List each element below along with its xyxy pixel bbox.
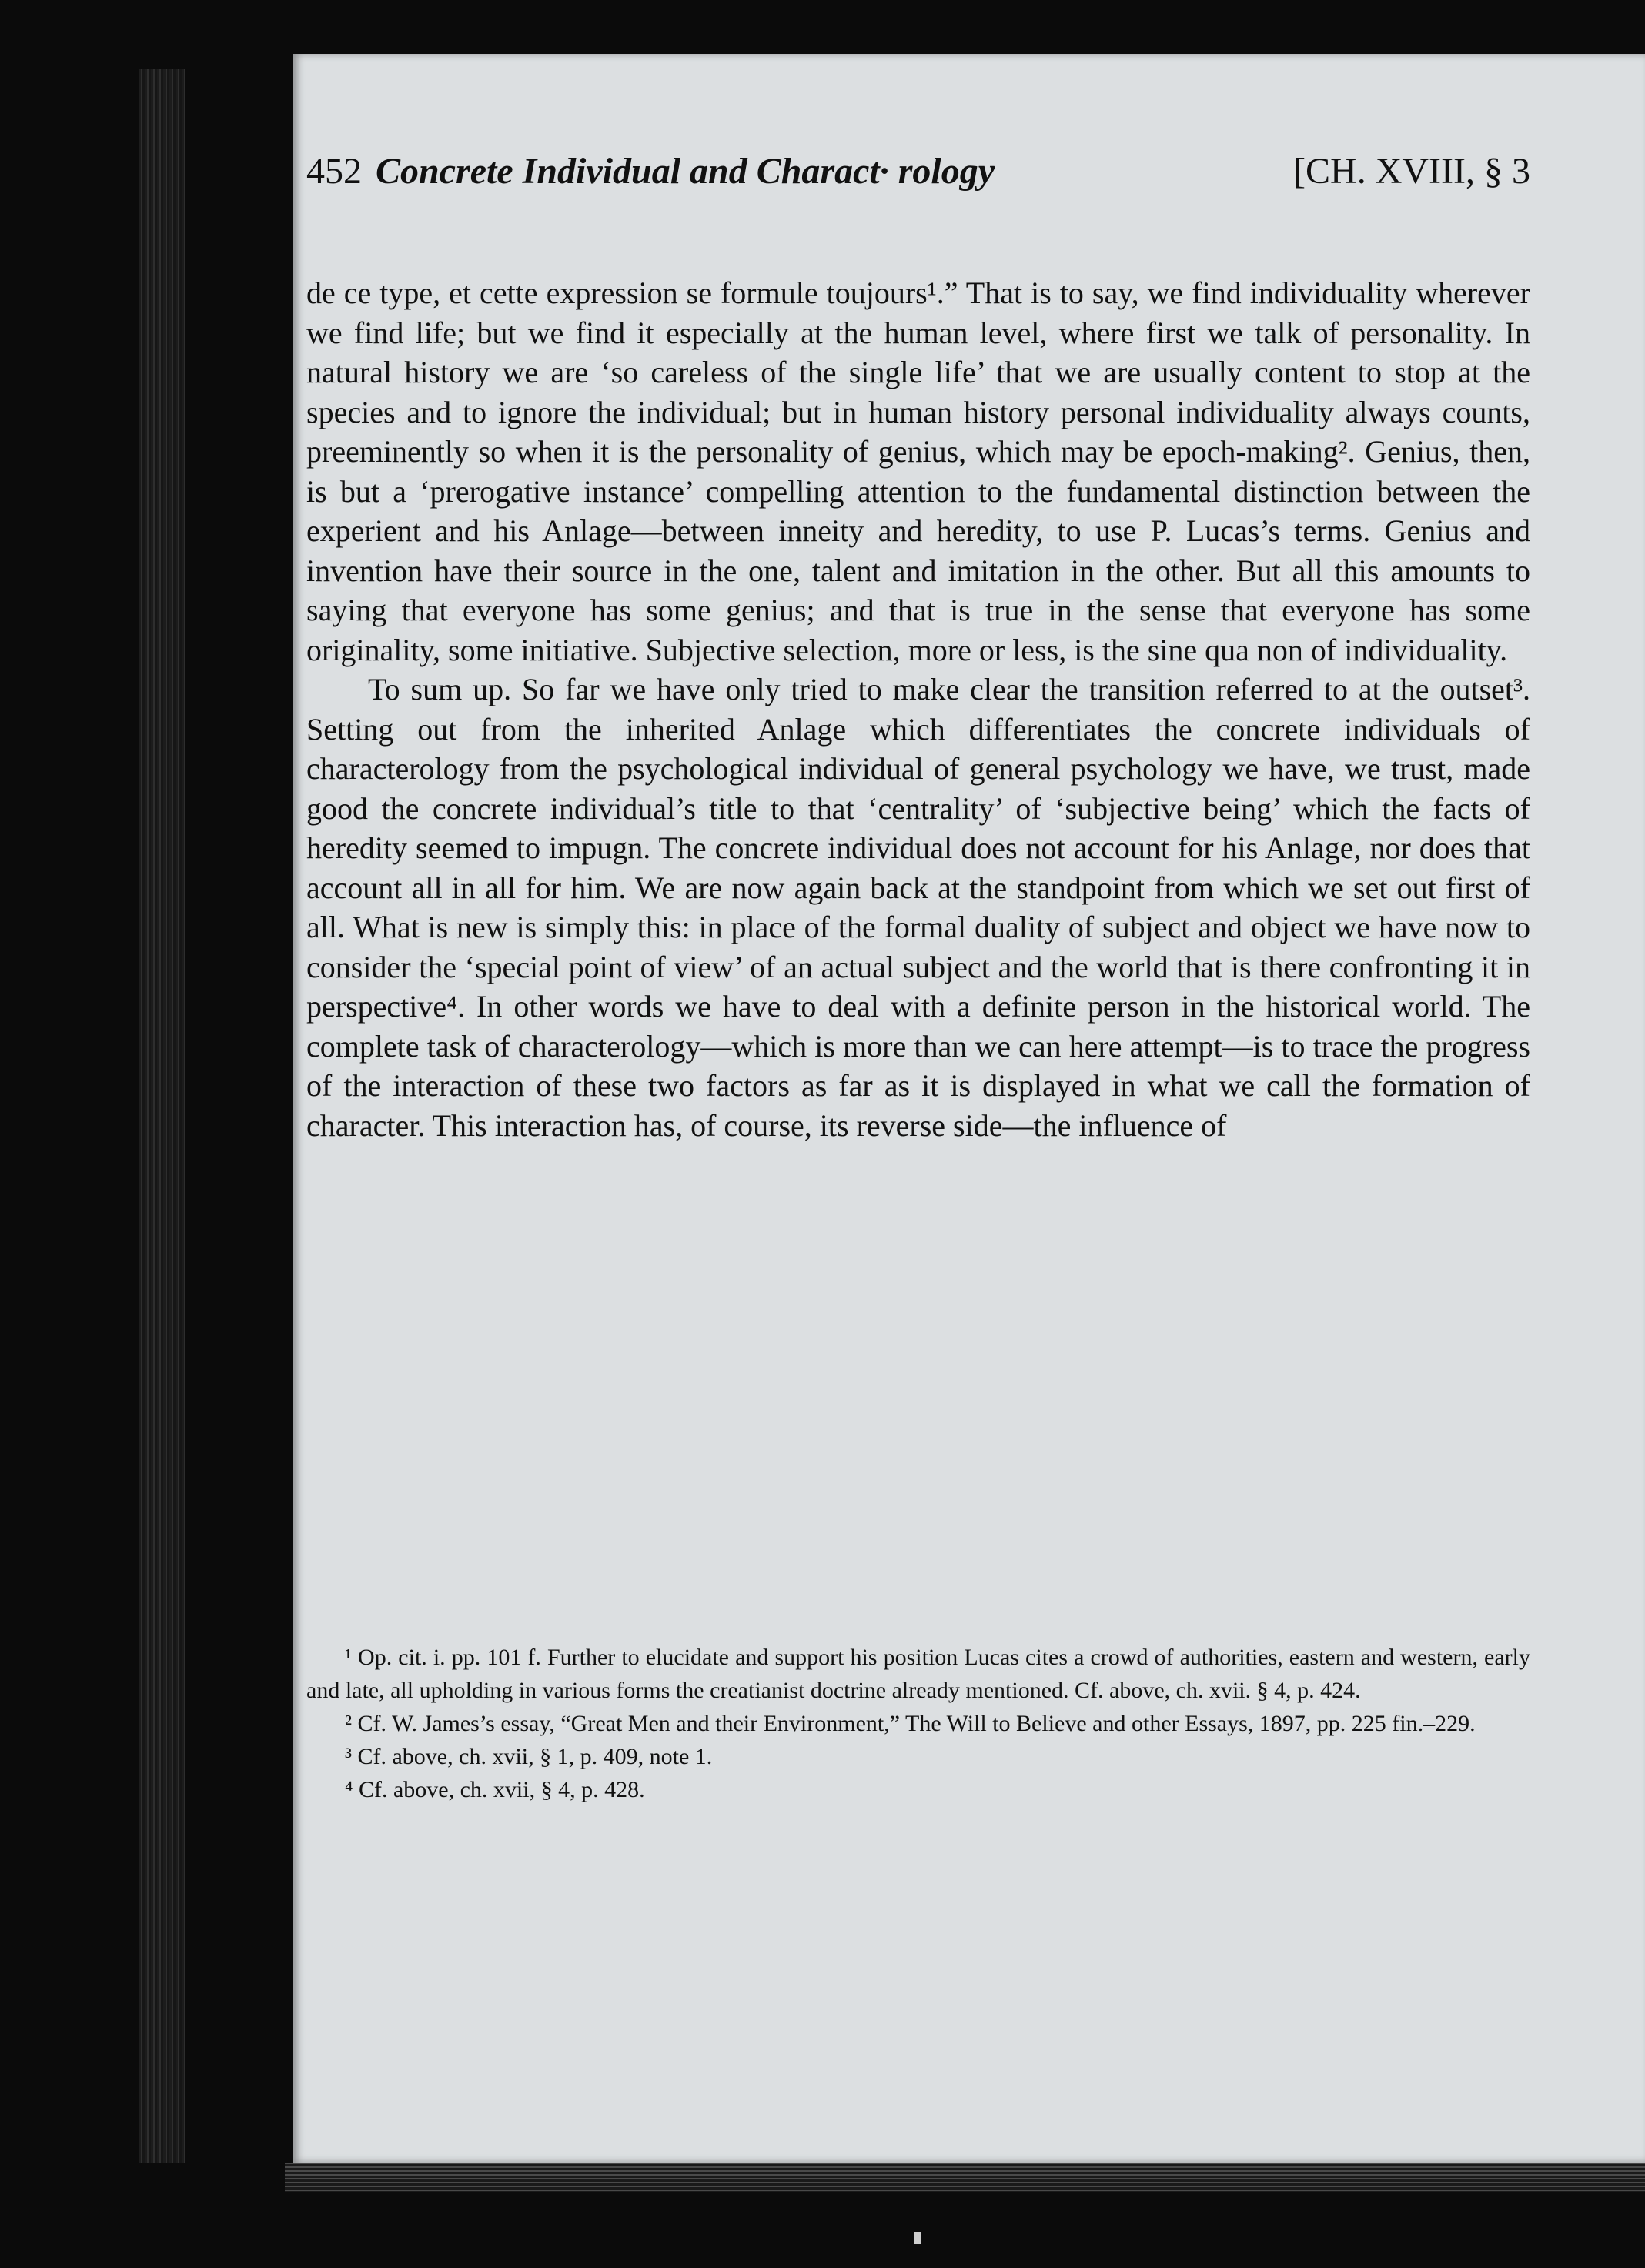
footnote-3: ³ Cf. above, ch. xvii, § 1, p. 409, note 1. xyxy=(345,1744,713,1769)
footnote-1: ¹ Op. cit. i. pp. 101 f. Further to elucidate and support his position Lucas cites a crowd of authorities, eastern and western, early and late, all upholding in various forms the creatianist doctrine already mentioned. Cf. above, ch. xvii. § 4, p. 424. xyxy=(306,1645,1530,1703)
page-number: 452 xyxy=(306,151,362,192)
footnote-2: ² Cf. W. James’s essay, “Great Men and their Environment,” The Will to Believe and other Essays, 1897, pp. 225 fin.–229. xyxy=(345,1711,1476,1736)
chapter-reference: [CH. XVIII, § 3 xyxy=(1293,151,1530,192)
footnote-4: ⁴ Cf. above, ch. xvii, § 4, p. 428. xyxy=(345,1777,645,1802)
scan-speck xyxy=(914,2232,921,2244)
book-spine-edge xyxy=(139,69,185,2163)
running-header xyxy=(306,150,1530,204)
paragraph-1: de ce type, et cette expression se formule toujours¹.” That is to say, we find individuality wherever we find life; but we find it especially at the human level, where first we talk of personality. In natural history we are ‘so careless of the single life’ that we are usually content to stop at the species and to ignore the individual; but in human history personal individuality always counts, preeminently so when it is the personality of genius, which may be epoch-making². Genius, then, is but a ‘prerogative instance’ compelling attention to the fundamental distinction between the experient and his Anlage—between inneity and heredity, to use P. Lucas’s terms. Genius and invention have their source in the one, talent and imitation in the other. But all this amounts to saying that everyone has some genius; and that is true in the sense that everyone has some originality, some initiative. Subjective selection, more or less, is the sine qua non of individuality. xyxy=(306,276,1530,667)
paragraph-2: To sum up. So far we have only tried to make clear the transition referred to at the outset³. Setting out from the inherited Anlage which differentiates the concrete individuals of characterology from the psychological individual of general psychology we have, we trust, made good the concrete individual’s title to that ‘centrality’ of ‘subjective being’ which the facts of heredity seemed to impugn. The concrete individual does not account for his Anlage, nor does that account all in all for him. We are now again back at the standpoint from which we set out first of all. What is new is simply this: in place of the formal duality of subject and object we have now to consider the ‘special point of view’ of an actual subject and the world that is there confronting it in perspective⁴. In other words we have to deal with a definite person in the historical world. The complete task of characterology—which is more than we can here attempt—is to trace the progress of the interaction of these two factors as far as it is displayed in what we call the formation of character. This interaction has, of course, its reverse side—the influence of xyxy=(306,672,1530,1143)
running-title: Concrete Individual and Charact· rology xyxy=(376,151,995,192)
page-stack-edge xyxy=(285,2163,1645,2192)
footnotes xyxy=(306,1641,1530,1806)
body-text xyxy=(306,273,1530,1145)
